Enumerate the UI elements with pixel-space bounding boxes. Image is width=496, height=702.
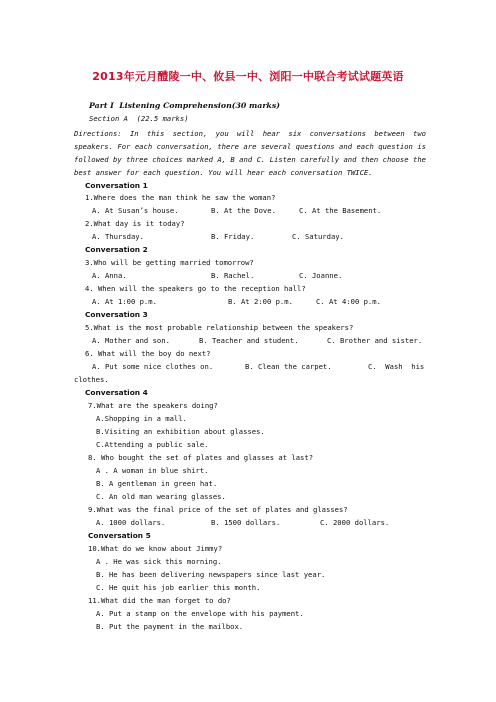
question-6-option-b: B. Clean the carpet. [245,362,332,371]
conversation-1-heading: Conversation 1 [85,181,148,190]
question-7-option-a: A.Shopping in a mall. [96,414,187,423]
question-11-stem: 11.What did the man forget to do? [88,596,231,605]
question-9-option-c: C. 2000 dollars. [320,518,390,527]
question-7-stem: 7.What are the speakers doing? [88,401,218,410]
question-2-stem: 2.What day is it today? [85,219,185,228]
question-9-stem: 9.What was the final price of the set of plates and glasses? [88,505,348,514]
question-4-stem: 4. When will the speakers go to the reception hall? [85,284,306,293]
question-3-stem: 3.Who will be getting married tomorrow? [85,258,254,267]
question-3-option-b: B. Rachel. [211,271,255,280]
question-2-option-a: A. Thursday. [92,232,144,241]
question-6-option-a: A. Put some nice clothes on. [92,362,214,371]
question-7-option-b: B.Visiting an exhibition about glasses. [96,427,265,436]
question-3-option-a: A. Anna. [92,271,127,280]
directions-paragraph: Directions: In this section, you will hear six conversations between two speakers. For each conversation, there are several questions and each question is followed by three choices marked A, B and C. Listen carefully and then choose the best answer for each question. You will hear each conversation TWICE. [74,129,426,177]
document-title: 2013年元月醴陵一中、攸县一中、浏阳一中联合考试试题英语 [92,70,404,83]
question-7-option-c: C.Attending a public sale. [96,440,209,449]
question-11-option-a: A. Put a stamp on the envelope with his payment. [96,609,304,618]
question-4-option-a: A. At 1:00 p.m. [92,297,157,306]
conversation-3-heading: Conversation 3 [85,310,148,319]
question-1-option-c: C. At the Basement. [299,206,382,215]
question-8-option-c: C. An old man wearing glasses. [96,492,226,501]
question-4-option-c: C. At 4:00 p.m. [316,297,381,306]
question-8-stem: 8. Who bought the set of plates and glasses at last? [88,453,314,462]
question-10-option-c: C. He quit his job earlier this month. [96,583,261,592]
question-4-option-b: B. At 2:00 p.m. [228,297,293,306]
question-2-option-b: B. Friday. [211,232,255,241]
question-5-option-a: A. Mother and son. [92,336,170,345]
part-heading: Part I Listening Comprehension(30 marks) [89,101,280,110]
question-9-option-a: A. 1000 dollars. [96,518,166,527]
question-11-option-b: B. Put the payment in the mailbox. [96,622,244,631]
question-6-option-c-continuation: clothes. [74,375,109,384]
question-10-option-b: B. He has been delivering newspapers since last year. [96,570,326,579]
question-10-option-a: A . He was sick this morning. [96,557,222,566]
question-8-option-b: B. A gentleman in green hat. [96,479,218,488]
question-8-option-a: A . A woman in blue shirt. [96,466,209,475]
question-1-option-b: B. At the Dove. [211,206,276,215]
question-1-stem: 1.Where does the man think he saw the woman? [85,193,276,202]
conversation-2-heading: Conversation 2 [85,245,148,254]
question-2-option-c: C. Saturday. [292,232,344,241]
question-10-stem: 10.What do we know about Jimmy? [88,544,223,553]
question-5-option-c: C. Brother and sister. [327,336,423,345]
section-heading: Section A (22.5 marks) [89,114,189,123]
question-5-option-b: B. Teacher and student. [199,336,299,345]
conversation-4-heading: Conversation 4 [85,388,148,397]
question-6-option-c: C. Wash his [368,362,425,371]
question-5-stem: 5.What is the most probable relationship between the speakers? [85,323,354,332]
question-6-stem: 6. What will the boy do next? [85,349,211,358]
question-1-option-a: A. At Susan’s house. [92,206,179,215]
conversation-5-heading: Conversation 5 [88,531,151,540]
question-3-option-c: C. Joanne. [299,271,343,280]
question-9-option-b: B. 1500 dollars. [211,518,281,527]
